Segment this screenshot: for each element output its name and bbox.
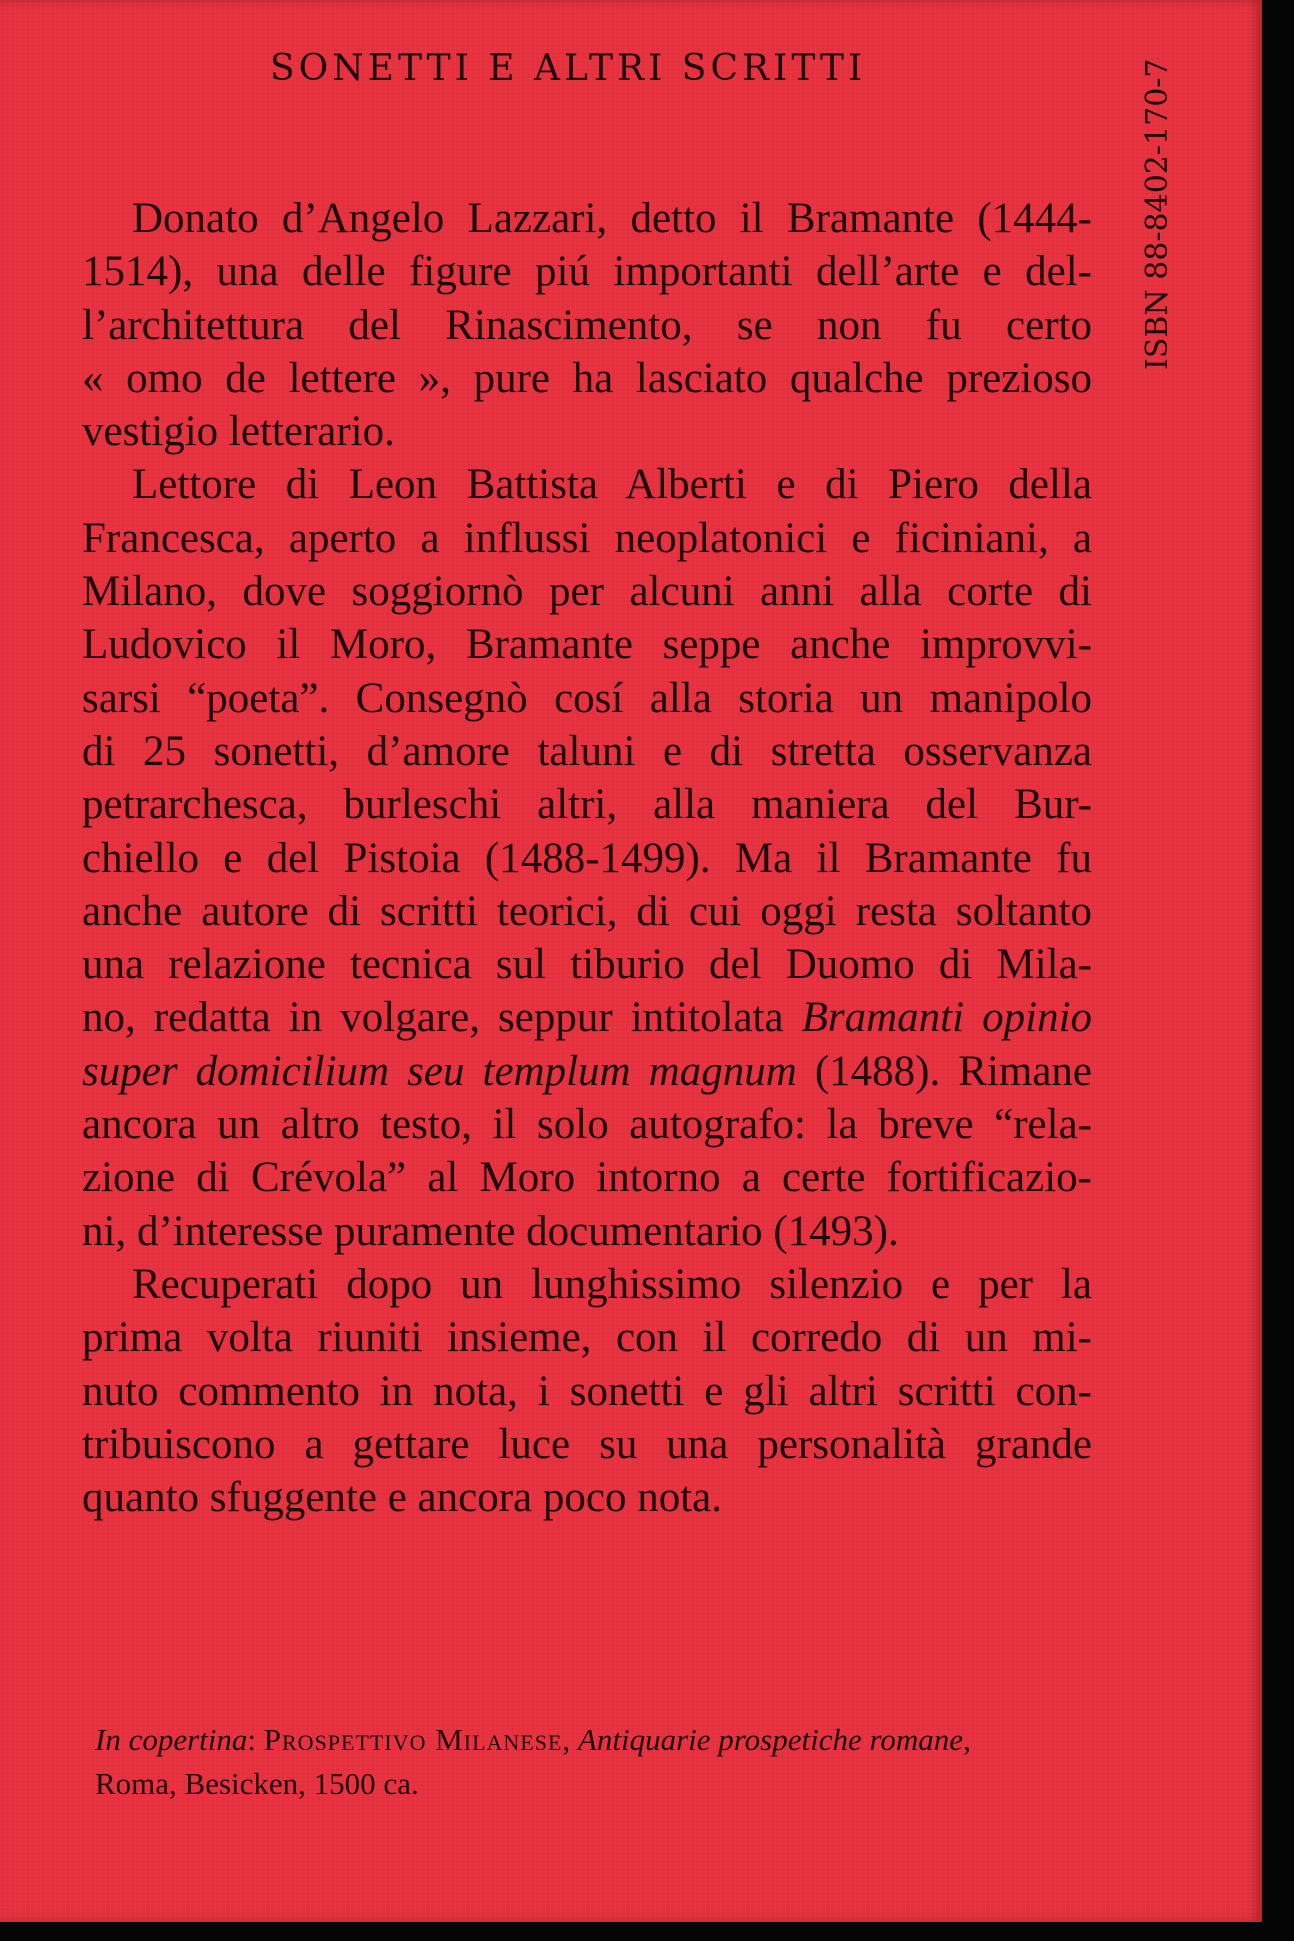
- text-line-with-title: [82, 1045, 1092, 1098]
- text-line: ancora un altro testo, il solo autografo: la breve “rela-: [82, 1101, 1092, 1149]
- cover-image-credit: [95, 1718, 1105, 1806]
- paragraph-1: [82, 192, 1092, 458]
- text-line: 1514), una delle figure piú importanti dell’arte e del-: [82, 248, 1092, 296]
- text-line: l’architettura del Rinascimento, se non fu certo: [82, 301, 1092, 349]
- text-line: una relazione tecnica sul tiburio del Duomo di Mila-: [82, 941, 1092, 989]
- text-line: nuto commento in nota, i sonetti e gli altri scritti con-: [82, 1367, 1092, 1415]
- isbn-number: ISBN 88-8402-170-7: [1140, 58, 1175, 370]
- blurb-text: [82, 192, 1092, 1524]
- paragraph-3: [82, 1258, 1092, 1524]
- background-shadow-right: [1262, 0, 1294, 1941]
- credit-comma: ,: [562, 1722, 578, 1757]
- text-line: chiello e del Pistoia (1488-1499). Ma il Bramante fu: [82, 834, 1092, 882]
- text-line: Recuperati dopo un lunghissimo silenzio e per la: [132, 1260, 1092, 1308]
- cover-title: SONETTI E ALTRI SCRITTI: [270, 48, 867, 89]
- background-shadow-bottom: [0, 1922, 1294, 1941]
- text-line: Francesca, aperto a influssi neoplatonici e ficiniani, a: [82, 514, 1092, 562]
- credit-work-title: Antiquarie prospetiche romane: [577, 1722, 964, 1757]
- text-line: di 25 sonetti, d’amore taluni e di stretta osservanza: [82, 727, 1092, 775]
- work-title-italic: Bramanti opinio: [801, 994, 1093, 1042]
- text-line: prima volta riuniti insieme, con il corredo di un mi-: [82, 1314, 1092, 1362]
- text-line: petrarchesca, burleschi altri, alla maniera del Bur-: [82, 781, 1092, 829]
- credit-colon: :: [247, 1722, 264, 1757]
- credit-line-1: In copertina: Prospettivo Milanese, Antiquarie prospetiche romane,: [95, 1722, 971, 1757]
- credit-line-2: Roma, Besicken, 1500 ca.: [95, 1766, 419, 1801]
- text-line: Lettore di Leon Battista Alberti e di Piero della: [132, 461, 1092, 509]
- text-line: ni, d’interesse puramente documentario (1493).: [82, 1207, 899, 1255]
- text-line-with-title: [82, 991, 1092, 1044]
- text-segment: no, redatta in volgare, seppur intitolata: [82, 994, 802, 1042]
- credit-label: In copertina: [95, 1722, 248, 1757]
- text-line: Donato d’Angelo Lazzari, detto il Bramante (1444-: [132, 195, 1092, 242]
- text-line: tribuiscono a gettare luce su una personalità grande: [82, 1420, 1092, 1468]
- text-line: « omo de lettere », pure ha lasciato qualche prezioso: [82, 354, 1092, 402]
- credit-artist: Prospettivo Milanese: [263, 1722, 563, 1757]
- text-line: sarsi “poeta”. Consegnò cosí alla storia un manipolo: [82, 674, 1092, 722]
- text-line: Milano, dove soggiornò per alcuni anni alla corte di: [82, 568, 1092, 616]
- text-line: zione di Crévola” al Moro intorno a certe fortificazio-: [82, 1154, 1092, 1202]
- work-title-italic: super domicilium seu templum magnum: [82, 1047, 797, 1095]
- text-line: vestigio letterario.: [82, 408, 395, 456]
- text-line: anche autore di scritti teorici, di cui oggi resta soltanto: [82, 887, 1092, 935]
- paragraph-2: [82, 458, 1092, 1257]
- text-segment: (1488). Rimane: [796, 1047, 1093, 1095]
- text-line: Ludovico il Moro, Bramante seppe anche improvvi-: [82, 621, 1092, 669]
- text-line: quanto sfuggente e ancora poco nota.: [82, 1474, 722, 1522]
